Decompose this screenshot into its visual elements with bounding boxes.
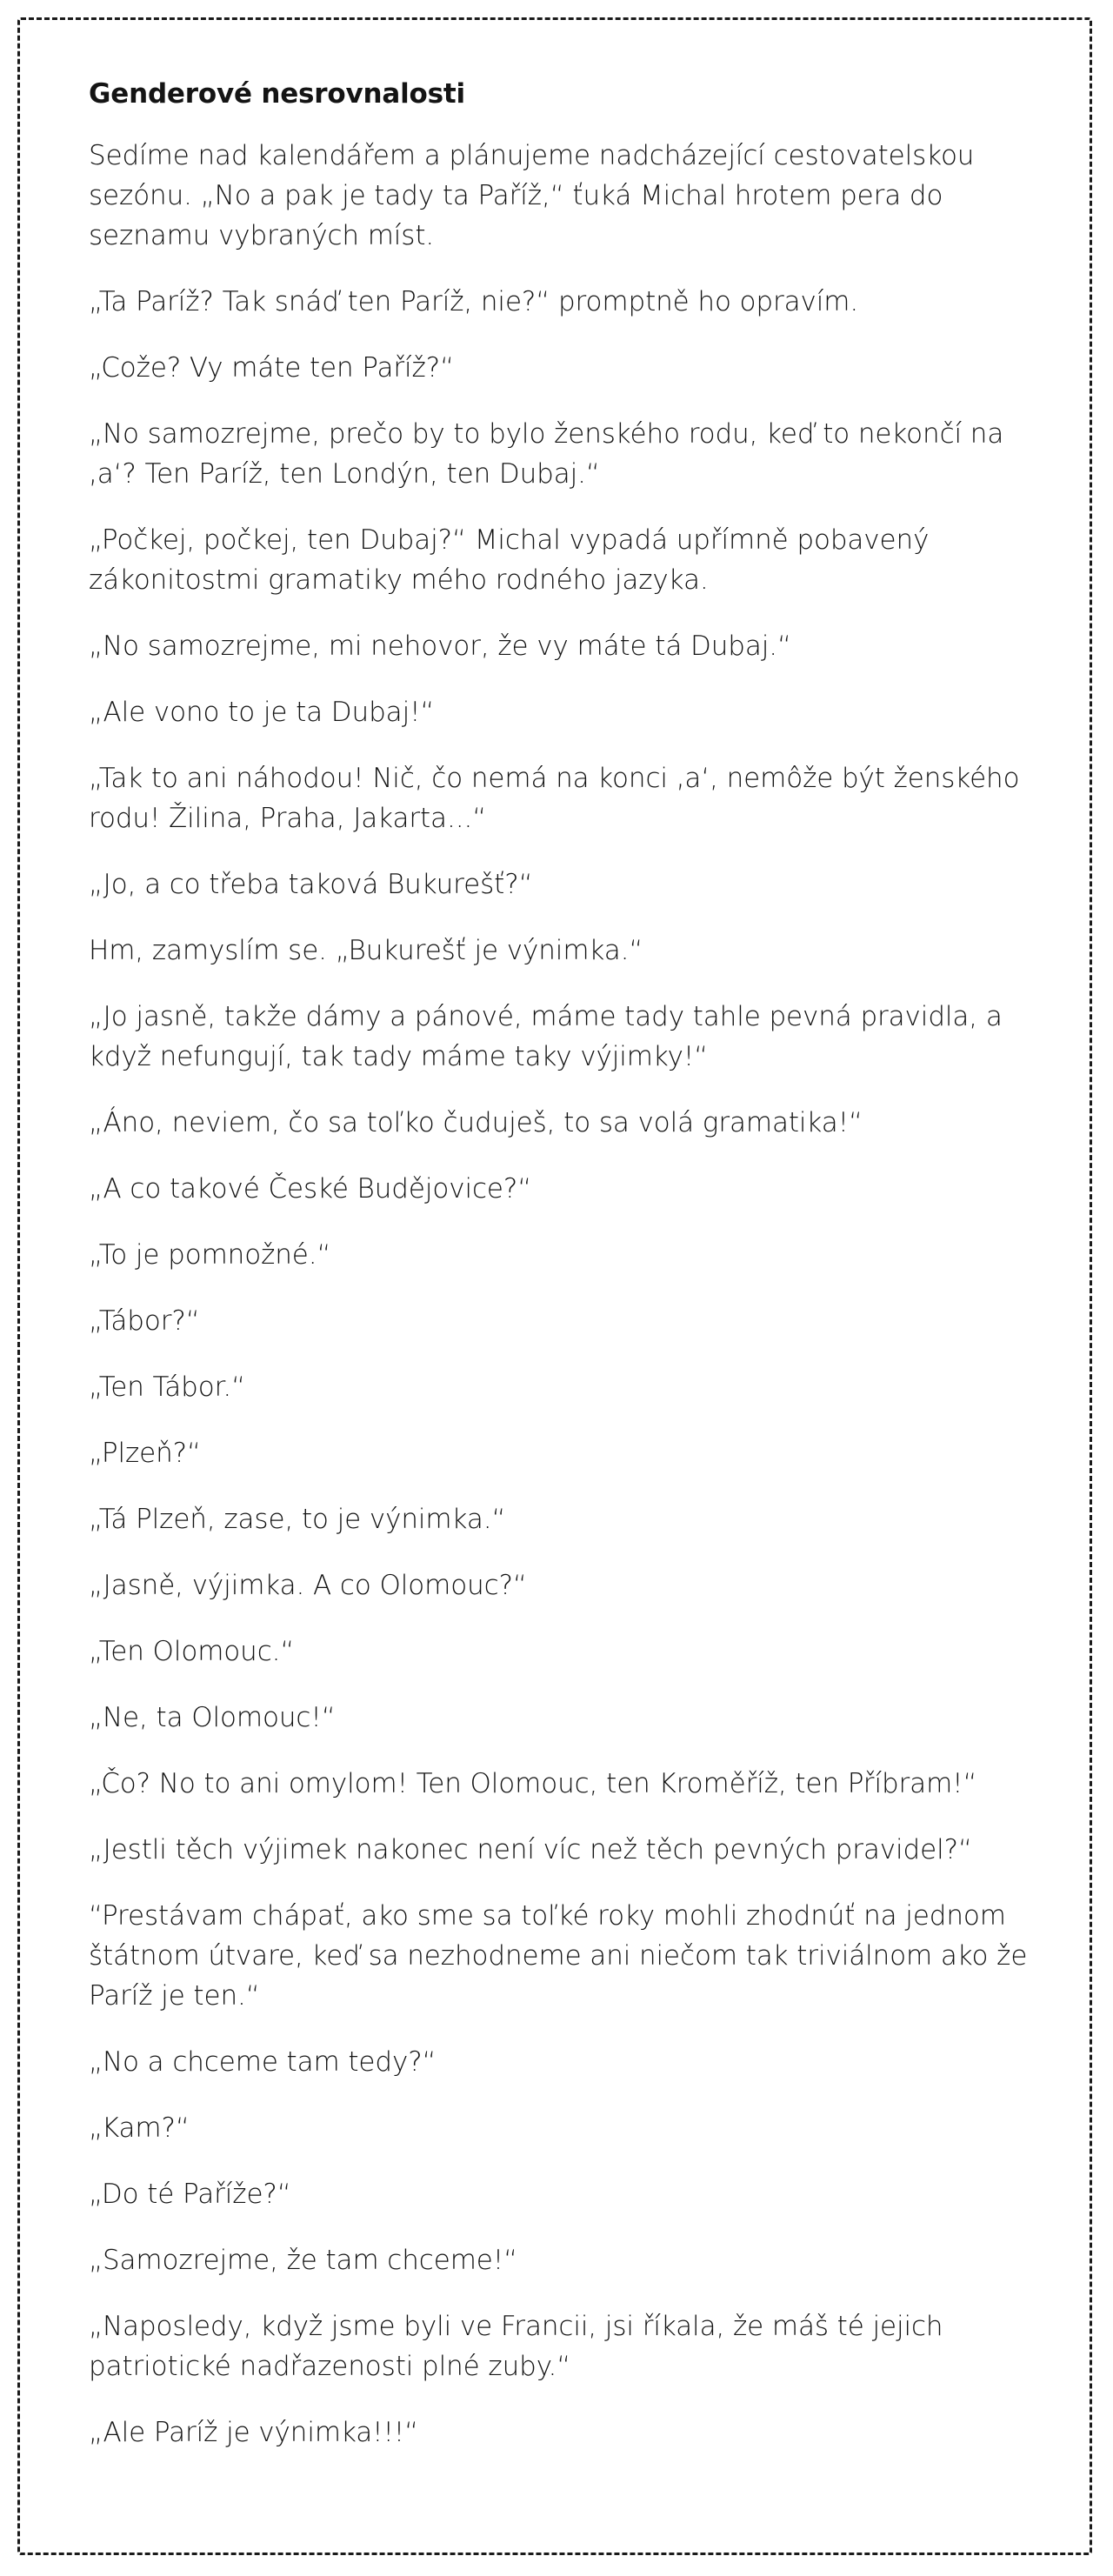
paragraph: „Jestli těch výjimek nakonec není víc než těch pevných pravidel?“ <box>89 1834 972 1865</box>
paragraph: „Tábor?“ <box>89 1305 200 1337</box>
paragraph: „No samozrejme, mi nehovor, že vy máte tá Dubaj.“ <box>89 631 791 662</box>
paragraph: „Čo? No to ani omylom! Ten Olomouc, ten Kroměříž, ten Příbram!“ <box>89 1768 977 1799</box>
paragraph: „Do té Paříže?“ <box>89 2179 291 2210</box>
paragraph: „Ale Paríž je výnimka!!!“ <box>89 2417 419 2448</box>
paragraph: „Tá Plzeň, zase, to je výnimka.“ <box>89 1504 506 1535</box>
paragraph: „Jo jasně, takže dámy a pánové, máme tady tahle pevná pravidla, a když nefungují, tak tady máme taky výjimky!“ <box>89 1001 1003 1072</box>
paragraph: „Ten Olomouc.“ <box>89 1636 295 1667</box>
paragraph: „Ta Paríž? Tak snáď ten Paríž, nie?“ promptně ho opravím. <box>89 286 859 317</box>
paragraph: „To je pomnožné.“ <box>89 1239 331 1271</box>
paragraph: „Ten Tábor.“ <box>89 1371 246 1403</box>
paragraph: „Cože? Vy máte ten Paříž?“ <box>89 352 455 384</box>
paragraph: „Tak to ani náhodou! Nič, čo nemá na konci ‚a‘, nemôže být ženského rodu! Žilina, Praha, Jakarta...“ <box>89 763 1020 834</box>
paragraph: „No a chceme tam tedy?“ <box>89 2046 437 2078</box>
paragraph: „Ne, ta Olomouc!“ <box>89 1702 336 1733</box>
paragraph: „A co takové České Budějovice?“ <box>89 1173 532 1205</box>
paragraph: „Jo, a co třeba taková Bukurešť?“ <box>89 869 533 900</box>
paragraph: „Ale vono to je ta Dubaj!“ <box>89 697 435 728</box>
article-title: Genderové nesrovnalosti <box>89 78 465 110</box>
paragraph: „No samozrejme, prečo by to bylo ženského rodu, keď to nekončí na ‚a‘? Ten Paríž, ten Londýn, ten Dubaj.“ <box>89 418 1004 490</box>
paragraph: „Samozrejme, že tam chceme!“ <box>89 2245 518 2276</box>
article-body <box>89 68 1028 2479</box>
paragraph: „Áno, neviem, čo sa toľko čuduješ, to sa volá gramatika!“ <box>89 1107 863 1138</box>
paragraph: Sedíme nad kalendářem a plánujeme nadcházející cestovatelskou sezónu. „No a pak je tady ta Paříž,“ ťuká Michal hrotem pera do seznamu vybraných míst. <box>89 140 975 251</box>
paragraph: „Plzeň?“ <box>89 1438 201 1469</box>
paragraph: „Počkej, počkej, ten Dubaj?“ Michal vypadá upřímně pobavený zákonitostmi gramatiky mého rodného jazyka. <box>89 524 930 596</box>
paragraph: Hm, zamyslím se. „Bukurešť je výnimka.“ <box>89 935 643 966</box>
paragraph: „Jasně, výjimka. A co Olomouc?“ <box>89 1570 527 1601</box>
paragraph: “Prestávam chápať, ako sme sa toľké roky mohli zhodnúť na jednom štátnom útvare, keď sa nezhodneme ani niečom tak triviálnom ako že Paríž je ten.“ <box>89 1900 1028 2012</box>
paragraph: „Kam?“ <box>89 2112 190 2144</box>
paragraph: „Naposledy, když jsme byli ve Francii, jsi říkala, že máš té jejich patriotické nadřazenosti plné zuby.“ <box>89 2311 943 2382</box>
